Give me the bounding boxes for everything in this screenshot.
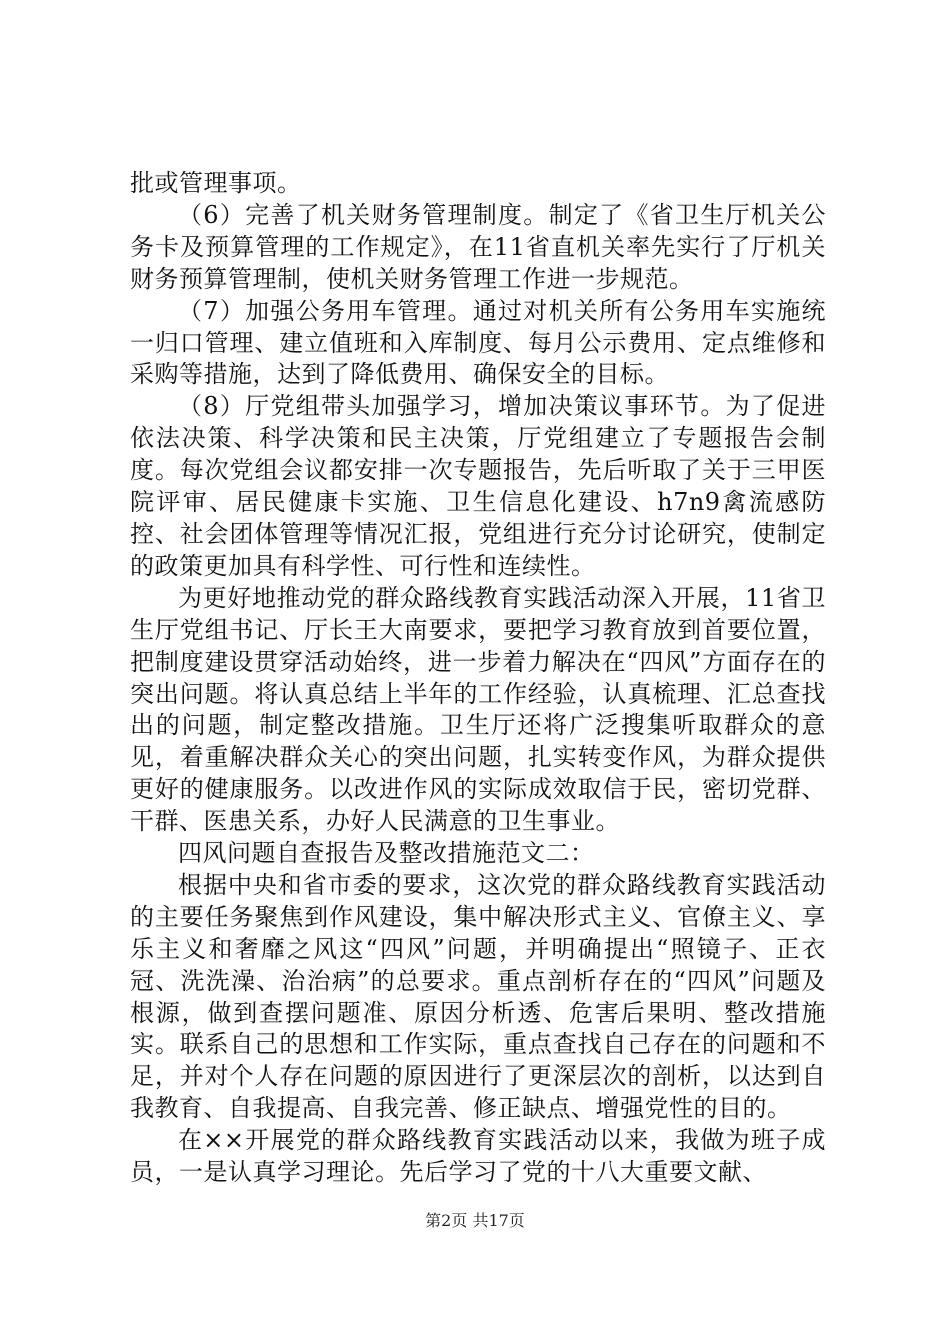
paragraph-continuation: 批或管理事项。 (130, 169, 302, 197)
section-heading: 四风问题自查报告及整改措施范文二： (178, 839, 595, 868)
paragraph-item-8: （8）厅党组带头加强学习，增加决策议事环节。为了促进依法决策、科学决策和民主决策，厅党组建立了专题报告会制度。每次党组会议都安排一次专题报告，先后听取了关于三甲医院评审、居民健康卡实施、卫生信息化建设、h7n9禽流感防控、社会团体管理等情况汇报，党组进行充分讨论研究，使制定的政策更加具有科学性、可行性和连续性。 (130, 392, 826, 580)
paragraph-summary: 为更好地推动党的群众路线教育实践活动深入开展，11省卫生厅党组书记、厅长王大南要求，要把学习教育放到首要位置，把制度建设贯穿活动始终，进一步着力解决在“四风”方面存在的突出问题。将认真总结上半年的工作经验，认真梳理、汇总查找出的问题，制定整改措施。卫生厅还将广泛搜集听取群众的意见，着重解决群众关心的突出问题，扎实转变作风，为群众提供更好的健康服务。以改进作风的实际成效取信于民，密切党群、干群、医患关系，办好人民满意的卫生事业。 (130, 583, 826, 836)
paragraph-item-6: （6）完善了机关财务管理制度。制定了《省卫生厅机关公务卡及预算管理的工作规定》，在11省直机关率先实行了厅机关财务预算管理制，使机关财务管理工作进一步规范。 (130, 200, 826, 293)
paragraph-item-7: （7）加强公务用车管理。通过对机关所有公务用车实施统一归口管理、建立值班和入库制度、每月公示费用、定点维修和采购等措施，达到了降低费用、确保安全的目标。 (130, 296, 826, 389)
paragraph-study: 在××开展党的群众路线教育实践活动以来，我做为班子成员，一是认真学习理论。先后学习了党的十八大重要文献、 (130, 1126, 826, 1187)
paragraph-intro: 根据中央和省市委的要求，这次党的群众路线教育实践活动的主要任务聚焦到作风建设，集中解决形式主义、官僚主义、享乐主义和奢靡之风这“四风”问题，并明确提出“照镜子、正衣冠、洗洗澡、治治病”的总要求。重点剖析存在的“四风”问题及根源，做到查摆问题准、原因分析透、危害后果明、整改措施实。联系自己的思想和工作实际，重点查找自己存在的问题和不足，并对个人存在问题的原因进行了更深层次的剖析，以达到自我教育、自我提高、自我完善、修正缺点、增强党性的目的。 (130, 870, 826, 1123)
page-number: 第2页 共17页 (425, 1211, 525, 1230)
document-body (130, 168, 826, 1189)
